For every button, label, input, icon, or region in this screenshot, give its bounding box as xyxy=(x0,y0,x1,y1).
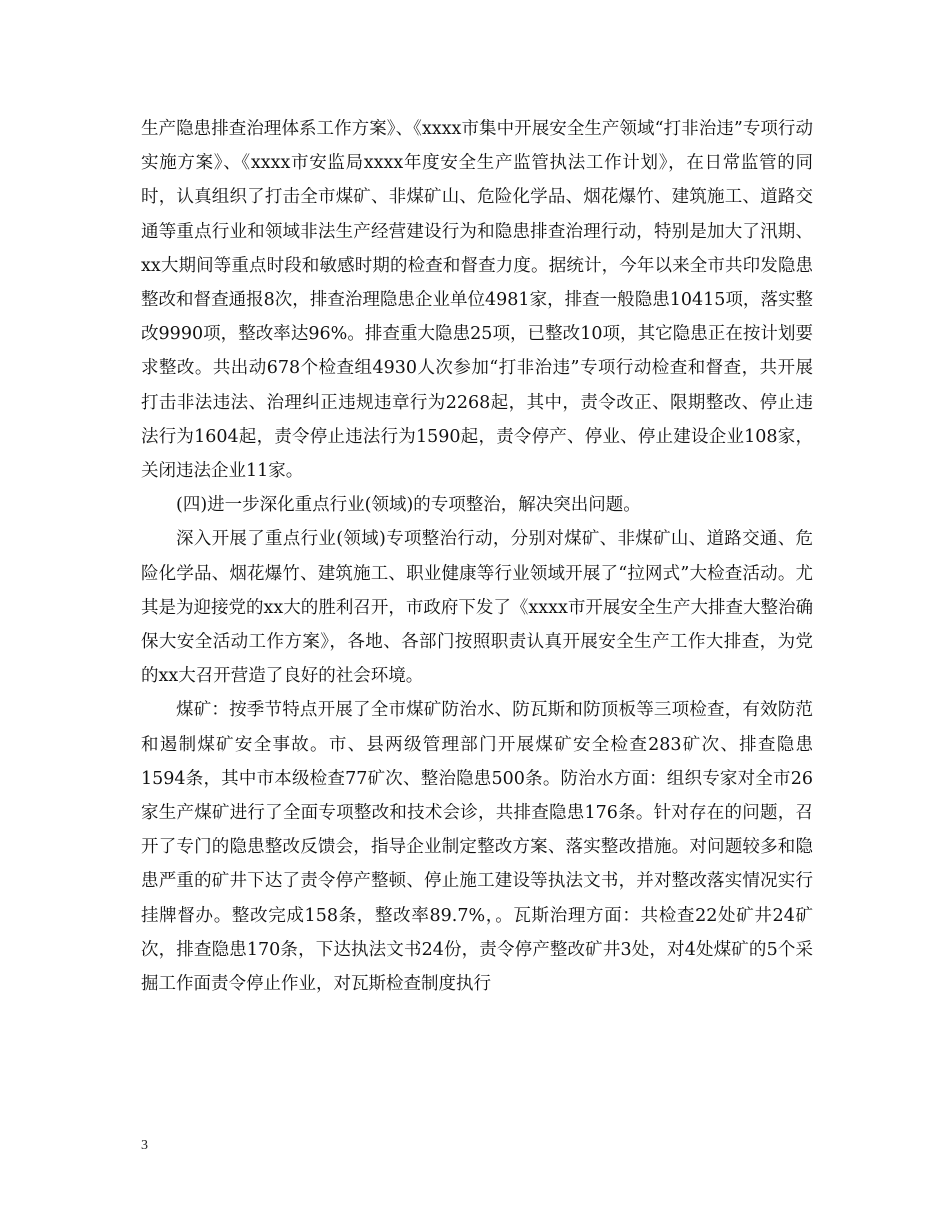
document-body xyxy=(141,112,813,1001)
page-number: 3 xyxy=(141,1138,148,1153)
paragraph-4: 煤矿：按季节特点开展了全市煤矿防治水、防瓦斯和防顶板等三项检查，有效防范和遏制煤矿安全事故。市、县两级管理部门开展煤矿安全检查283矿次、排查隐患1594条，其中市本级检查77矿次、整治隐患500条。防治水方面：组织专家对全市26家生产煤矿进行了全面专项整改和技术会诊，共排查隐患176条。针对存在的问题，召开了专门的隐患整改反馈会，指导企业制定整改方案、落实整改措施。对问题较多和隐患严重的矿井下达了责令停产整顿、停止施工建设等执法文书，并对整改落实情况实行挂牌督办。整改完成158条，整改率89.7%，。瓦斯治理方面：共检查22处矿井24矿次，排查隐患170条，下达执法文书24份，责令停产整改矿井3处，对4处煤矿的5个采掘工作面责令停止作业，对瓦斯检查制度执行 xyxy=(141,700,813,995)
paragraph-3: 深入开展了重点行业(领域)专项整治行动，分别对煤矿、非煤矿山、道路交通、危险化学品、烟花爆竹、建筑施工、职业健康等行业领域开展了“拉网式”大检查活动。尤其是为迎接党的xx大的胜利召开，市政府下发了《xxxx市开展安全生产大排查大整治确保大安全活动工作方案》，各地、各部门按照职责认真开展安全生产工作大排查，为党的xx大召开营造了良好的社会环境。 xyxy=(141,529,813,687)
section-heading-4: (四)进一步深化重点行业(领域)的专项整治，解决突出问题。 xyxy=(176,495,641,516)
paragraph-1: 生产隐患排查治理体系工作方案》、《xxxx市集中开展安全生产领域“打非治违”专项行动实施方案》、《xxxx市安监局xxxx年度安全生产监管执法工作计划》，在日常监管的同时，认真组织了打击全市煤矿、非煤矿山、危险化学品、烟花爆竹、建筑施工、道路交通等重点行业和领域非法生产经营建设行为和隐患排查治理行动，特别是加大了汛期、xx大期间等重点时段和敏感时期的检查和督查力度。据统计，今年以来全市共印发隐患整改和督查通报8次，排查治理隐患企业单位4981家，排查一般隐患10415项，落实整改9990项，整改率达96%。排查重大隐患25项，已整改10项，其它隐患正在按计划要求整改。共出动678个检查组4930人次参加“打非治违”专项行动检查和督查，共开展打击非法违法、治理纠正违规违章行为2268起，其中，责令改正、限期整改、停止违法行为1604起，责令停止违法行为1590起，责令停产、停业、停止建设企业108家，关闭违法企业11家。 xyxy=(141,119,813,482)
